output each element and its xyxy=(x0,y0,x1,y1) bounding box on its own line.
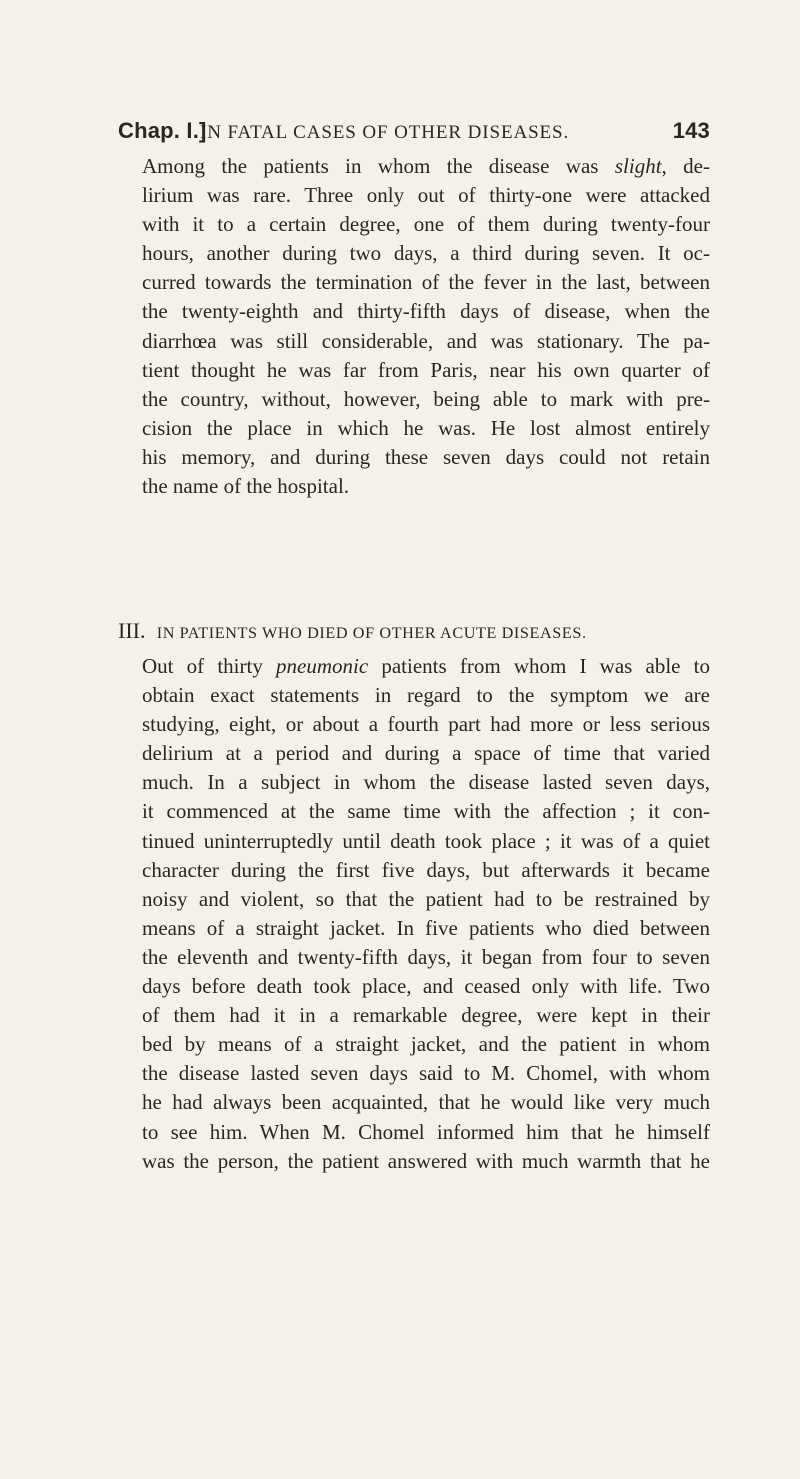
paragraph-delirium-slight xyxy=(118,152,710,501)
section-number: III. xyxy=(118,618,146,643)
text-line: he had always been acquainted, that he would like very much xyxy=(142,1090,710,1115)
text-line: it commenced at the same time with the affection ; it con- xyxy=(142,799,710,824)
text-line: Among the patients in whom the disease was slight, de- xyxy=(142,154,710,178)
text-line: the eleventh and twenty-fifth days, it began from four to seven xyxy=(142,944,710,969)
text-line: noisy and violent, so that the patient had to be restrained by xyxy=(142,886,710,911)
text-line: with it to a certain degree, one of them during twenty-four xyxy=(142,212,710,237)
text-line: cision the place in which he was. He lost almost entirely xyxy=(142,415,710,440)
text-line: delirium at a period and during a space of time that varied xyxy=(142,741,710,766)
page-number: 143 xyxy=(672,118,710,143)
text-line: much. In a subject in whom the disease lasted seven days, xyxy=(142,770,710,795)
text-line: character during the first five days, but afterwards it became xyxy=(142,857,710,882)
paragraph-pneumonic xyxy=(118,652,710,1176)
text-line: the disease lasted seven days said to M. Chomel, with whom xyxy=(142,1061,710,1086)
text-line: the twenty-eighth and thirty-fifth days of disease, when the xyxy=(142,299,710,324)
chapter-marker: Chap. I.] xyxy=(118,118,207,143)
text-line: lirium was rare. Three only out of thirty-one were attacked xyxy=(142,183,710,208)
text-line: studying, eight, or about a fourth part had more or less serious xyxy=(142,712,710,737)
text-line: curred towards the termination of the fever in the last, between xyxy=(142,270,710,295)
text-line: was the person, the patient answered with much warmth that he xyxy=(142,1148,710,1173)
text-line: his memory, and during these seven days could not retain xyxy=(142,444,710,469)
text-line: Out of thirty pneumonic patients from whom I was able to xyxy=(142,654,710,678)
section-title: IN PATIENTS WHO DIED OF OTHER ACUTE DISEASES. xyxy=(156,624,587,642)
text-line: bed by means of a straight jacket, and the patient in whom xyxy=(142,1032,710,1057)
emphasis-slight: slight xyxy=(614,154,662,178)
text-line: obtain exact statements in regard to the symptom we are xyxy=(142,683,710,708)
text-line: the country, without, however, being able to mark with pre- xyxy=(142,386,710,411)
text-line: tient thought he was far from Paris, near his own quarter of xyxy=(142,357,710,382)
text-line: days before death took place, and ceased only with life. Two xyxy=(142,974,710,999)
text-line: tinued uninterruptedly until death took place ; it was of a quiet xyxy=(142,828,710,853)
text-line: hours, another during two days, a third during seven. It oc- xyxy=(142,241,710,266)
text-line: the name of the hospital. xyxy=(142,474,350,499)
text-line: diarrhœa was still considerable, and was stationary. The pa- xyxy=(142,328,710,353)
text-line: means of a straight jacket. In five patients who died between xyxy=(142,915,710,940)
text-line: to see him. When M. Chomel informed him that he himself xyxy=(142,1119,710,1144)
emphasis-pneumonic: pneumonic xyxy=(276,654,369,678)
running-head xyxy=(118,118,710,150)
text-line: of them had it in a remarkable degree, were kept in their xyxy=(142,1003,710,1028)
running-head-title: IN FATAL CASES OF OTHER DISEASES. xyxy=(200,122,570,143)
section-heading xyxy=(118,618,710,644)
